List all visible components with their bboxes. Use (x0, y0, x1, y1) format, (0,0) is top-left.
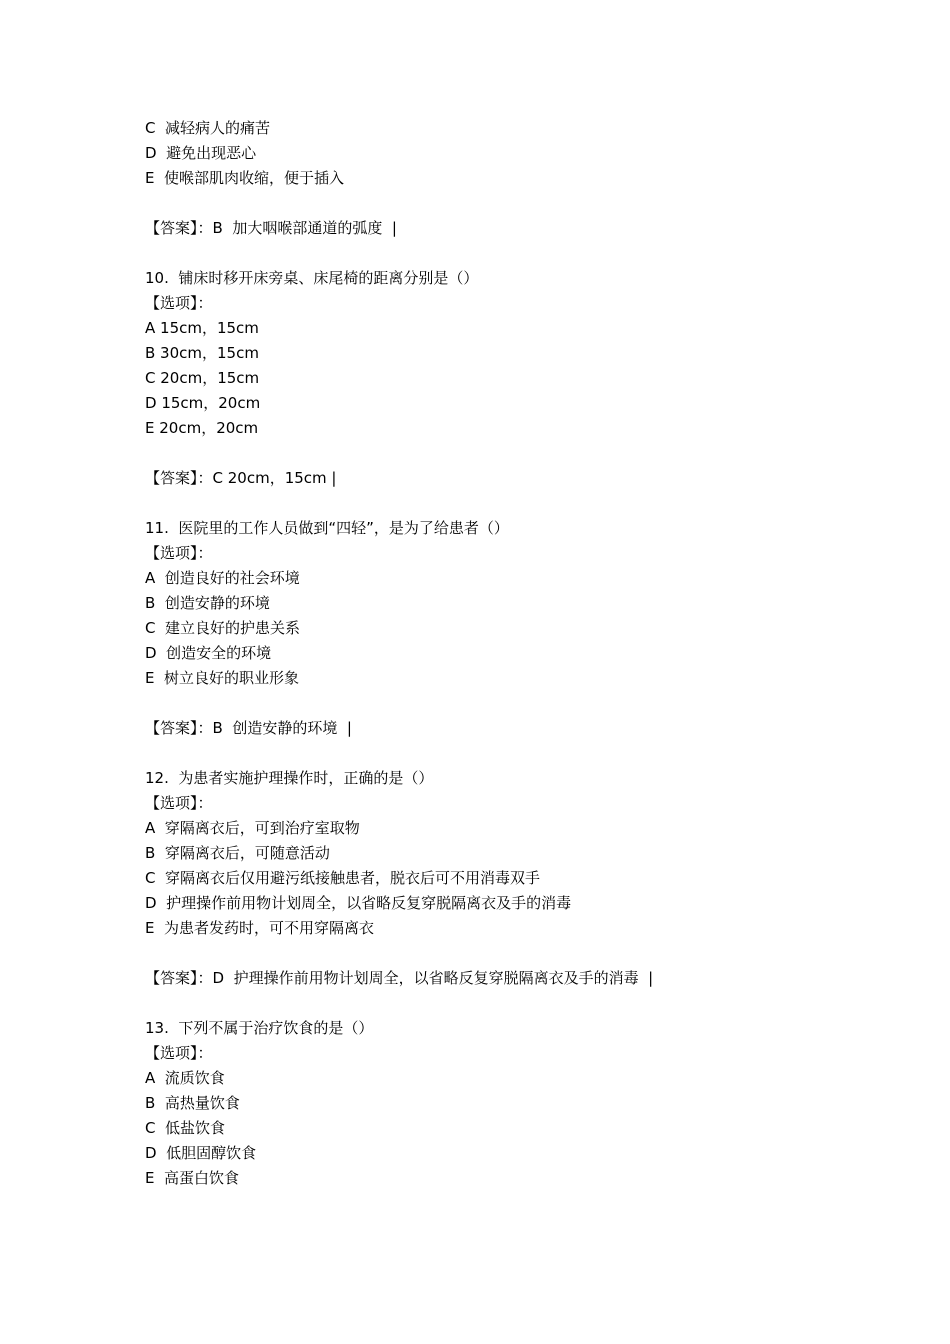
option-c: C 低盐饮食 (145, 1119, 226, 1137)
document-page (145, 116, 905, 1191)
option-a: A 创造良好的社会环境 (145, 569, 300, 587)
options-label: 【选项】： (145, 294, 213, 312)
option-a: A 穿隔离衣后，可到治疗室取物 (145, 819, 360, 837)
options-label: 【选项】： (145, 544, 213, 562)
option-c: C 建立良好的护患关系 (145, 619, 301, 637)
options-label: 【选项】： (145, 794, 213, 812)
question-11-block (145, 516, 905, 766)
question-stem: 10. 铺床时移开床旁桌、床尾椅的距离分别是（） (145, 269, 479, 287)
question-stem: 11. 医院里的工作人员做到“四轻”，是为了给患者（） (145, 519, 509, 537)
option-c: C 20cm，15cm (145, 369, 260, 387)
option-e: E 20cm，20cm (145, 419, 259, 437)
option-c: C 穿隔离衣后仅用避污纸接触患者，脱衣后可不用消毒双手 (145, 869, 541, 887)
option-d: D 护理操作前用物计划周全，以省略反复穿脱隔离衣及手的消毒 (145, 894, 572, 912)
spacer (145, 741, 905, 766)
option-e: E 使喉部肌肉收缩，便于插入 (145, 169, 345, 187)
options-label: 【选项】： (145, 1044, 213, 1062)
spacer (145, 491, 905, 516)
question-10-block (145, 266, 905, 516)
option-b: B 高热量饮食 (145, 1094, 240, 1112)
question-stem: 12. 为患者实施护理操作时，正确的是（） (145, 769, 434, 787)
spacer (145, 691, 905, 716)
option-e: E 为患者发药时，可不用穿隔离衣 (145, 919, 375, 937)
option-e: E 树立良好的职业形象 (145, 669, 300, 687)
option-b: B 穿隔离衣后，可随意活动 (145, 844, 330, 862)
prev-question-block (145, 116, 905, 266)
spacer (145, 241, 905, 266)
option-d: D 创造安全的环境 (145, 644, 272, 662)
option-a: A 15cm，15cm (145, 319, 259, 337)
option-b: B 30cm，15cm (145, 344, 259, 362)
answer-line: 【答案】：C 20cm，15cm | (145, 469, 337, 487)
option-b: B 创造安静的环境 (145, 594, 270, 612)
option-d: D 低胆固醇饮食 (145, 1144, 257, 1162)
spacer (145, 191, 905, 216)
option-c: C 减轻病人的痛苦 (145, 119, 271, 137)
answer-line: 【答案】：D 护理操作前用物计划周全，以省略反复穿脱隔离衣及手的消毒 | (145, 969, 654, 987)
question-stem: 13. 下列不属于治疗饮食的是（） (145, 1019, 374, 1037)
option-e: E 高蛋白饮食 (145, 1169, 240, 1187)
spacer (145, 441, 905, 466)
answer-line: 【答案】：B 加大咽喉部通道的弧度 | (145, 219, 397, 237)
question-12-block (145, 766, 905, 1016)
option-a: A 流质饮食 (145, 1069, 225, 1087)
spacer (145, 991, 905, 1016)
option-d: D 避免出现恶心 (145, 144, 257, 162)
spacer (145, 941, 905, 966)
question-13-block (145, 1016, 905, 1191)
answer-line: 【答案】：B 创造安静的环境 | (145, 719, 352, 737)
option-d: D 15cm，20cm (145, 394, 261, 412)
